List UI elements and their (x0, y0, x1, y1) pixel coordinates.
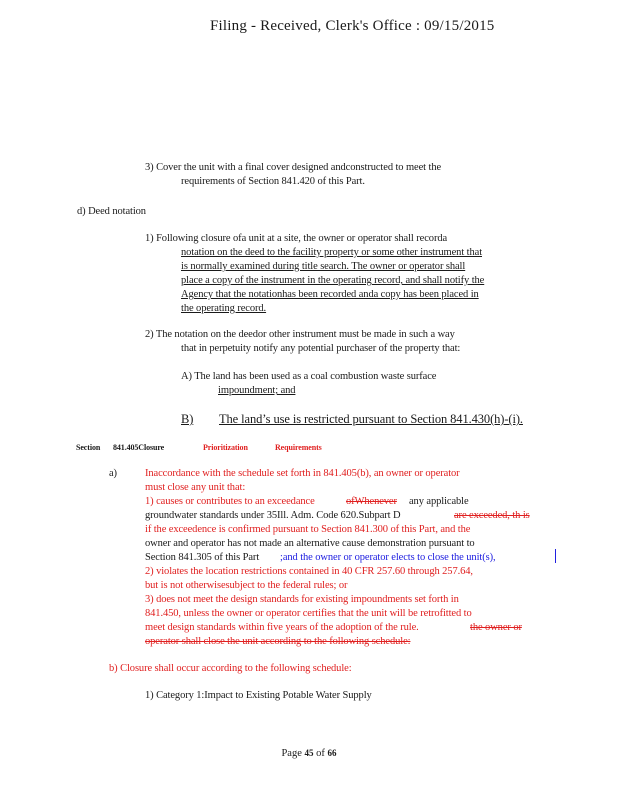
dB-label: B) (181, 412, 194, 426)
footer-page-total: 66 (327, 748, 337, 758)
a-line-12: meet design standards within five years of the adoption of the rule. (145, 622, 419, 633)
a-label: a) (109, 468, 117, 479)
footer-page-word: Page (281, 748, 302, 759)
deed-notation-heading: d) Deed notation (77, 206, 146, 217)
dA-line-2: impoundment; and (218, 385, 296, 396)
section-id: 841.405Closure (113, 443, 165, 452)
a-line-5: if the exceedence is confirmed pursuant to Section 841.300 of this Part, and the (145, 524, 471, 535)
a-line-10: 3) does not meet the design standards for existing impoundments set forth in (145, 594, 459, 605)
d1-line-3: is normally examined during title search. The owner or operator shall (181, 261, 466, 272)
d1-line-4: place a copy of the instrument in the operating record, and shall notify the (181, 275, 485, 286)
d2-line-1: 2) The notation on the deedor other instrument must be made in such a way (145, 329, 455, 340)
d1-line-5: Agency that the notationhas been recorded anda copy has been placed in (181, 289, 479, 300)
a-line-11: 841.450, unless the owner or operator certifies that the unit will be retrofitted to (145, 608, 472, 619)
a-line-8: 2) violates the location restrictions contained in 40 CFR 257.60 through 257.64, (145, 566, 473, 577)
b-line: b) Closure shall occur according to the following schedule: (109, 663, 352, 674)
a-line-2: must close any unit that: (145, 482, 246, 493)
a-struck-owner: the owner or (470, 622, 522, 633)
a-line-7: Section 841.305 of this Part (145, 552, 260, 563)
b1-line: 1) Category 1:Impact to Existing Potable Water Supply (145, 690, 372, 701)
a-struck-schedule: operator shall close the unit according to the following schedule: (145, 636, 411, 647)
page-footer (0, 748, 618, 759)
a-struck-whenever: ofWhenever (346, 496, 397, 507)
footer-page-number: 45 (304, 748, 314, 758)
a-line-4: groundwater standards under 35Ill. Adm. Code 620.Subpart D (145, 510, 401, 521)
a-line-1: Inaccordance with the schedule set forth in 841.405(b), an owner or operator (145, 468, 460, 479)
dA-line-1: A) The land has been used as a coal combustion waste surface (181, 371, 437, 382)
a-blue-insert: ;and the owner or operator elects to close the unit(s), (280, 552, 496, 563)
a-line-3: 1) causes or contributes to an exceedance (145, 496, 315, 507)
a-struck-exceeded: are exceeded, th is (454, 510, 530, 521)
c3-line-2: requirements of Section 841.420 of this Part. (181, 176, 365, 187)
dB-text: The land’s use is restricted pursuant to Section 841.430(h)-(i). (219, 412, 523, 426)
d1-line-6: the operating record. (181, 303, 267, 314)
filing-header: Filing - Received, Clerk's Office : 09/15/2015 (210, 18, 495, 34)
a-line-6: owner and operator has not made an alternative cause demonstration pursuant to (145, 538, 475, 549)
section-label: Section (76, 443, 101, 452)
footer-of-word: of (316, 748, 325, 759)
text-cursor (555, 549, 556, 563)
d1-line-1: 1) Following closure ofa unit at a site, the owner or operator shall recorda (145, 233, 448, 244)
d2-line-2: that in perpetuity notify any potential purchaser of the property that: (181, 343, 461, 354)
c3-line-1: 3) Cover the unit with a final cover designed andconstructed to meet the (145, 162, 442, 173)
section-word-prioritization: Prioritization (203, 443, 248, 452)
section-word-requirements: Requirements (275, 443, 322, 452)
d1-line-2: notation on the deed to the facility property or some other instrument that (181, 247, 483, 258)
a-after-whenever: any applicable (409, 496, 469, 507)
a-line-9: but is not otherwisesubject to the federal rules; or (145, 580, 348, 591)
